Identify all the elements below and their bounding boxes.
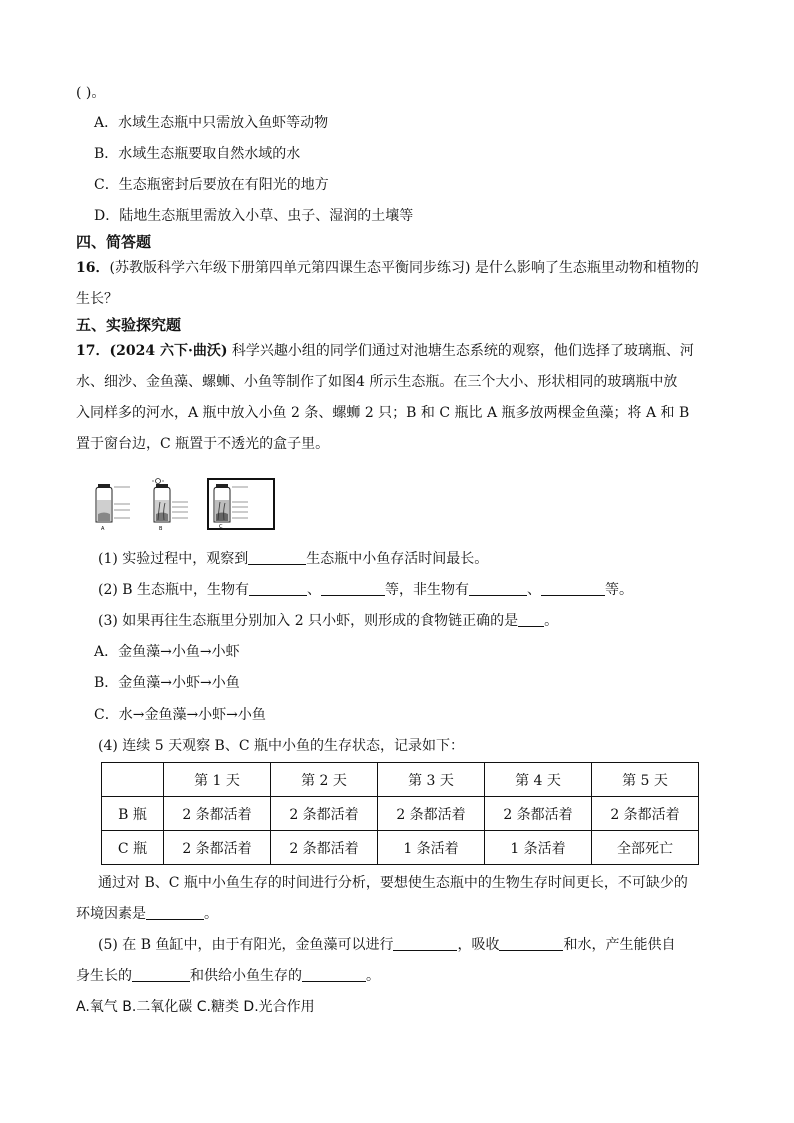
q17-sub3-option-b: B．金鱼藻→小虾→小鱼: [94, 675, 240, 691]
q17-sub3: [98, 611, 558, 631]
q15-option-a: A．水域生态瓶中只需放入鱼虾等动物: [94, 115, 329, 131]
q17-sub2-end: 等。: [605, 582, 634, 598]
q17-sub1-text-end: 生态瓶中小鱼存活时间最长。: [306, 551, 489, 567]
table-cell: 2 条都活着: [271, 797, 378, 831]
table-header-cell: 第 4 天: [485, 763, 592, 797]
ecosystem-bottles-figure: [90, 478, 276, 532]
table-cell: C 瓶: [102, 831, 164, 865]
q17-sub4: (4) 连续 5 天观察 B、C 瓶中小鱼的生存状态，记录如下：: [98, 738, 464, 754]
q17-sub3-option-c: C．水→金鱼藻→小虾→小鱼: [94, 707, 266, 723]
q17-sub2-mid: 等，非生物有: [385, 582, 470, 598]
bottle-b-drawing: [154, 484, 188, 532]
q17-sub2-text: (2) B 生态瓶中，生物有: [98, 582, 250, 598]
q17-sub4-note-line1: 通过对 B、C 瓶中小鱼生存的时间进行分析，要想使生态瓶中的生物生存时间更长，不可缺少的: [98, 875, 688, 891]
bottle-c-drawing: [208, 479, 274, 530]
answer-blank[interactable]: [469, 581, 527, 596]
q17-sub3-text: (3) 如果再往生态瓶里分别加入 2 只小虾，则形成的食物链正确的是: [98, 613, 519, 629]
q17-sub1: [98, 549, 488, 569]
q16-text: (苏教版科学六年级下册第四单元第四课生态平衡同步练习) 是什么影响了生态瓶里动物和植物的: [109, 260, 699, 276]
answer-blank[interactable]: [321, 581, 385, 596]
table-cell: B 瓶: [102, 797, 164, 831]
q17-sub5-line2-text: 身生长的: [76, 968, 132, 984]
q15-tail: ( )。: [76, 85, 106, 101]
answer-blank[interactable]: [248, 550, 306, 565]
q17-source: (2024 六下·曲沃): [109, 343, 228, 359]
table-cell: 2 条都活着: [164, 831, 271, 865]
q17-sub4-note-end: 。: [204, 906, 218, 922]
q17-sub4-note-line2: [76, 904, 218, 924]
table-cell: 2 条都活着: [485, 797, 592, 831]
answer-blank[interactable]: [499, 936, 563, 951]
answer-blank[interactable]: [249, 581, 307, 596]
answer-blank[interactable]: [302, 967, 366, 982]
observation-table: [101, 762, 699, 865]
q17-sub2-sep: 、: [307, 582, 322, 598]
answer-blank[interactable]: [518, 612, 544, 627]
q17-sub5-mid1: ，吸收: [457, 937, 500, 953]
sun-icon: [152, 479, 164, 484]
table-header-cell: [102, 763, 164, 797]
table-row: [102, 797, 699, 831]
table-header-cell: 第 2 天: [271, 763, 378, 797]
q17-line2: 水、细沙、金鱼藻、螺蛳、小鱼等制作了如图4 所示生态瓶。在三个大小、形状相同的玻璃瓶中放: [76, 374, 678, 390]
q17-sub5-line1: [98, 935, 675, 955]
table-header-cell: 第 3 天: [378, 763, 485, 797]
q17-sub3-end: 。: [544, 613, 559, 629]
answer-blank[interactable]: [393, 936, 457, 951]
table-cell: 全部死亡: [592, 831, 699, 865]
q16-line2: 生长？: [76, 291, 118, 307]
answer-blank[interactable]: [541, 581, 605, 596]
q17-sub2: [98, 580, 633, 600]
section-heading-experiment: 五、实验探究题: [76, 316, 182, 334]
table-cell: 2 条都活着: [271, 831, 378, 865]
q15-option-c: C．生态瓶密封后要放在有阳光的地方: [94, 177, 329, 193]
table-cell: 2 条都活着: [592, 797, 699, 831]
section-heading-short-answer: 四、简答题: [76, 233, 152, 251]
answer-blank[interactable]: [146, 905, 204, 920]
q17-sub4-note-text: 环境因素是: [76, 906, 146, 922]
q17-number: 17．: [76, 343, 110, 359]
q16-line1: [76, 258, 699, 278]
q17-text: 科学兴趣小组的同学们通过对池塘生态系统的观察，他们选择了玻璃瓶、河: [227, 343, 694, 359]
answer-blank[interactable]: [132, 967, 190, 982]
q17-sub5-line2: [76, 966, 380, 986]
q17-sub5-line2-mid: 和供给小鱼生存的: [190, 968, 302, 984]
table-cell: 1 条活着: [378, 831, 485, 865]
table-cell: 2 条都活着: [164, 797, 271, 831]
table-row: [102, 831, 699, 865]
q17-sub1-text: (1) 实验过程中，观察到: [98, 551, 249, 567]
q17-line3: 入同样多的河水，A 瓶中放入小鱼 2 条、螺蛳 2 只；B 和 C 瓶比 A 瓶多放两棵金鱼藻；将 A 和 B: [76, 405, 690, 421]
table-header-cell: 第 1 天: [164, 763, 271, 797]
bottle-a-drawing: [96, 484, 130, 532]
q17-sub2-sep: 、: [527, 582, 542, 598]
q17-line4: 置于窗台边，C 瓶置于不透光的盒子里。: [76, 436, 330, 452]
answer-choices: A.氧气 B.二氧化碳 C.糖类 D.光合作用: [76, 999, 315, 1015]
bottle-c-label: C: [219, 524, 223, 530]
bottle-a-label: A: [101, 526, 105, 532]
table-cell: 1 条活着: [485, 831, 592, 865]
bottle-b-label: B: [159, 526, 163, 532]
table-header-cell: 第 5 天: [592, 763, 699, 797]
q16-number: 16．: [76, 260, 110, 276]
q17-sub3-option-a: A．金鱼藻→小鱼→小虾: [94, 644, 240, 660]
q17-sub5-text: (5) 在 B 鱼缸中，由于有阳光，金鱼藻可以进行: [98, 937, 394, 953]
q17-line1: [76, 341, 694, 361]
table-cell: 2 条都活着: [378, 797, 485, 831]
q17-sub5-mid2: 和水，产生能供自: [563, 937, 676, 953]
table-header-row: [102, 763, 699, 797]
q17-sub5-line2-end: 。: [366, 968, 380, 984]
q15-option-d: D．陆地生态瓶里需放入小草、虫子、湿润的土壤等: [94, 208, 414, 224]
q15-option-b: B．水域生态瓶要取自然水域的水: [94, 146, 301, 162]
